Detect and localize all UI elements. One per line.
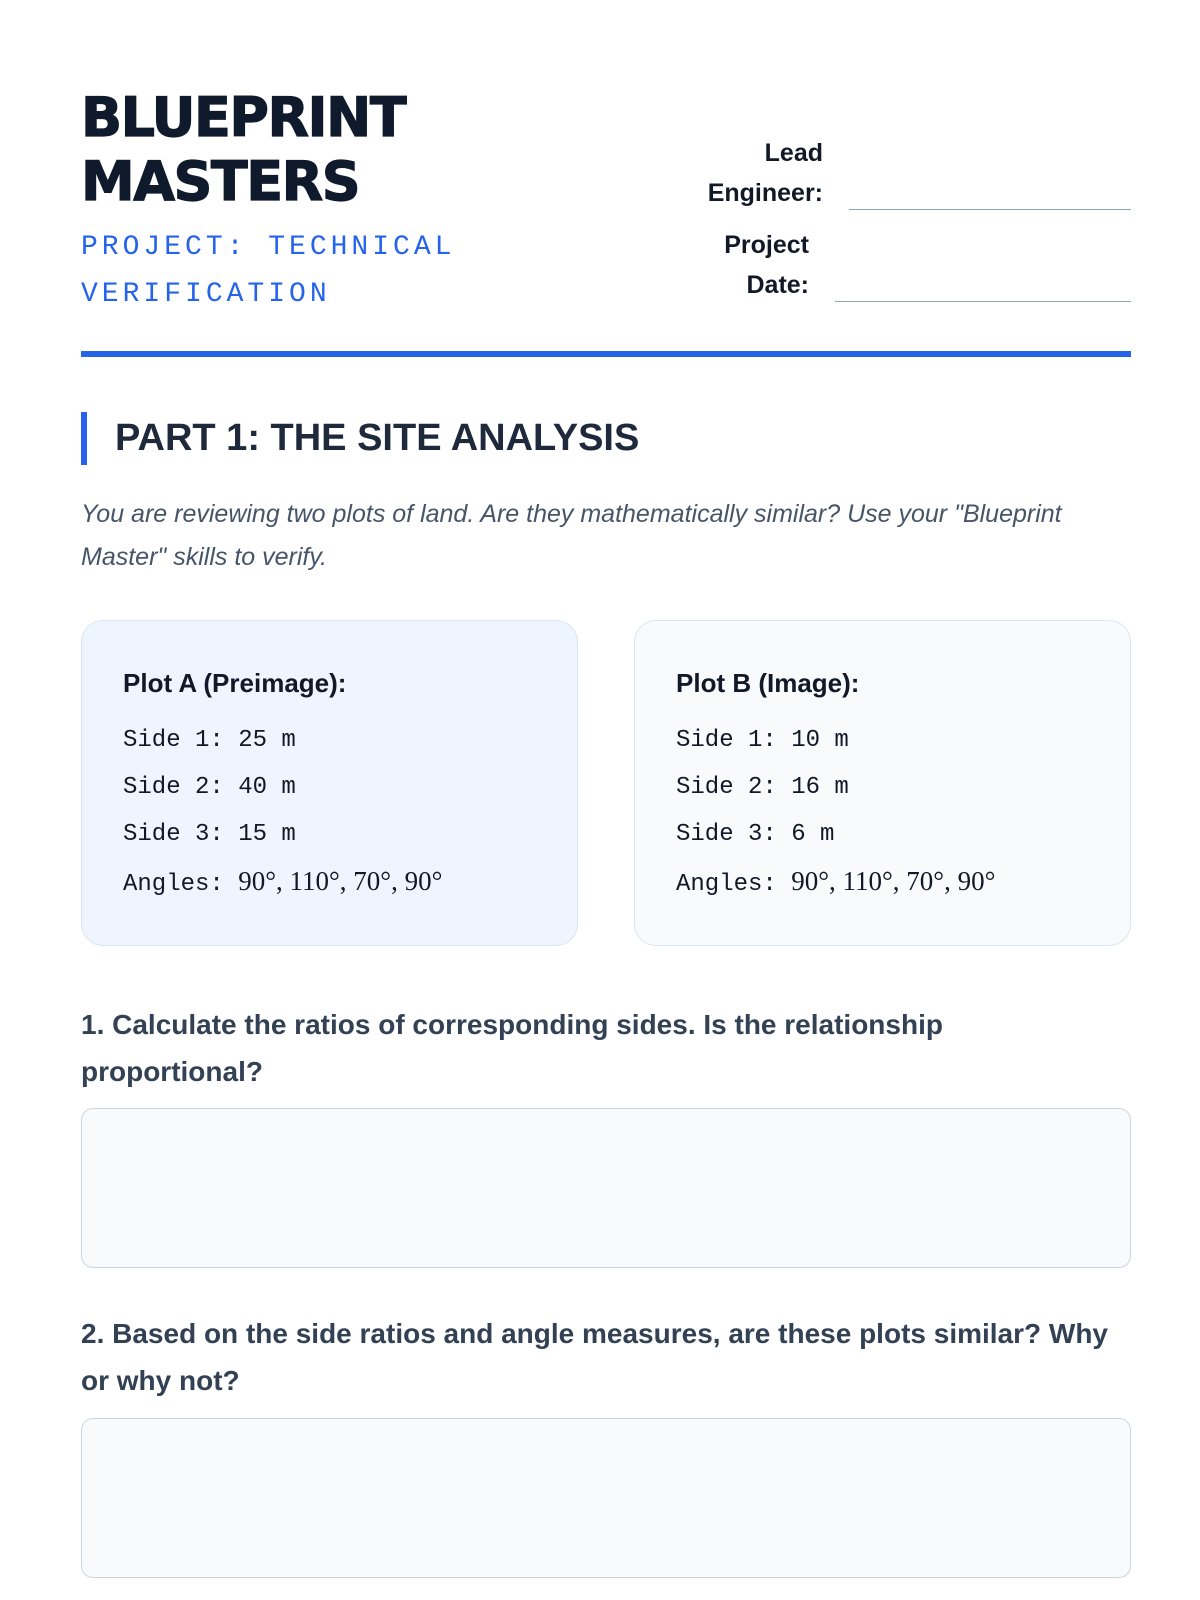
plot-a-side-3: Side 3: 15 m <box>123 821 296 848</box>
project-date-row <box>691 225 1131 305</box>
plot-b-side-2: Side 2: 16 m <box>676 774 849 801</box>
plot-b-angles-label: Angles: <box>676 871 792 898</box>
project-subtitle: PROJECT: TECHNICAL VERIFICATION <box>81 232 456 310</box>
plot-b-side-1: Side 1: 10 m <box>676 727 849 754</box>
project-date-label: Project Date: <box>724 231 809 299</box>
plot-a-side-1: Side 1: 25 m <box>123 727 296 754</box>
brand-title: BLUEPRINT MASTERS <box>81 86 406 213</box>
meta-fields <box>691 133 1131 317</box>
project-date-field[interactable] <box>835 301 1131 302</box>
plot-cards <box>81 620 1131 946</box>
lead-engineer-label: Lead Engineer: <box>707 139 823 207</box>
plot-b-card <box>634 620 1131 946</box>
plot-a-angles-value: 90°, 110°, 70°, 90° <box>238 866 443 896</box>
section-title: PART 1: THE SITE ANALYSIS <box>115 417 640 459</box>
brand-block <box>81 86 501 318</box>
lead-engineer-field[interactable] <box>849 209 1131 210</box>
plot-a-side-2: Side 2: 40 m <box>123 774 296 801</box>
header-divider <box>81 351 1131 357</box>
plot-b-angles <box>676 858 1090 908</box>
answer-box-1[interactable] <box>81 1108 1131 1268</box>
answer-box-2[interactable] <box>81 1418 1131 1578</box>
question-1: 1. Calculate the ratios of corresponding sides. Is the relationship proportional? <box>81 1009 943 1087</box>
plot-b-angles-value: 90°, 110°, 70°, 90° <box>791 866 996 896</box>
header <box>81 0 1131 360</box>
plot-b-title: Plot B (Image): <box>676 668 860 698</box>
section-heading <box>81 412 639 465</box>
lead-engineer-row <box>691 133 1131 213</box>
worksheet-page <box>81 0 1131 1396</box>
question-2: 2. Based on the side ratios and angle measures, are these plots similar? Why or why not? <box>81 1318 1109 1396</box>
plot-a-angles-label: Angles: <box>123 871 239 898</box>
plot-a-card <box>81 620 578 946</box>
section-intro: You are reviewing two plots of land. Are they mathematically similar? Use your "Blueprint Master" skills to verify. <box>81 500 1062 571</box>
plot-b-side-3: Side 3: 6 m <box>676 821 835 848</box>
plot-a-title: Plot A (Preimage): <box>123 668 347 698</box>
plot-a-angles <box>123 858 537 908</box>
